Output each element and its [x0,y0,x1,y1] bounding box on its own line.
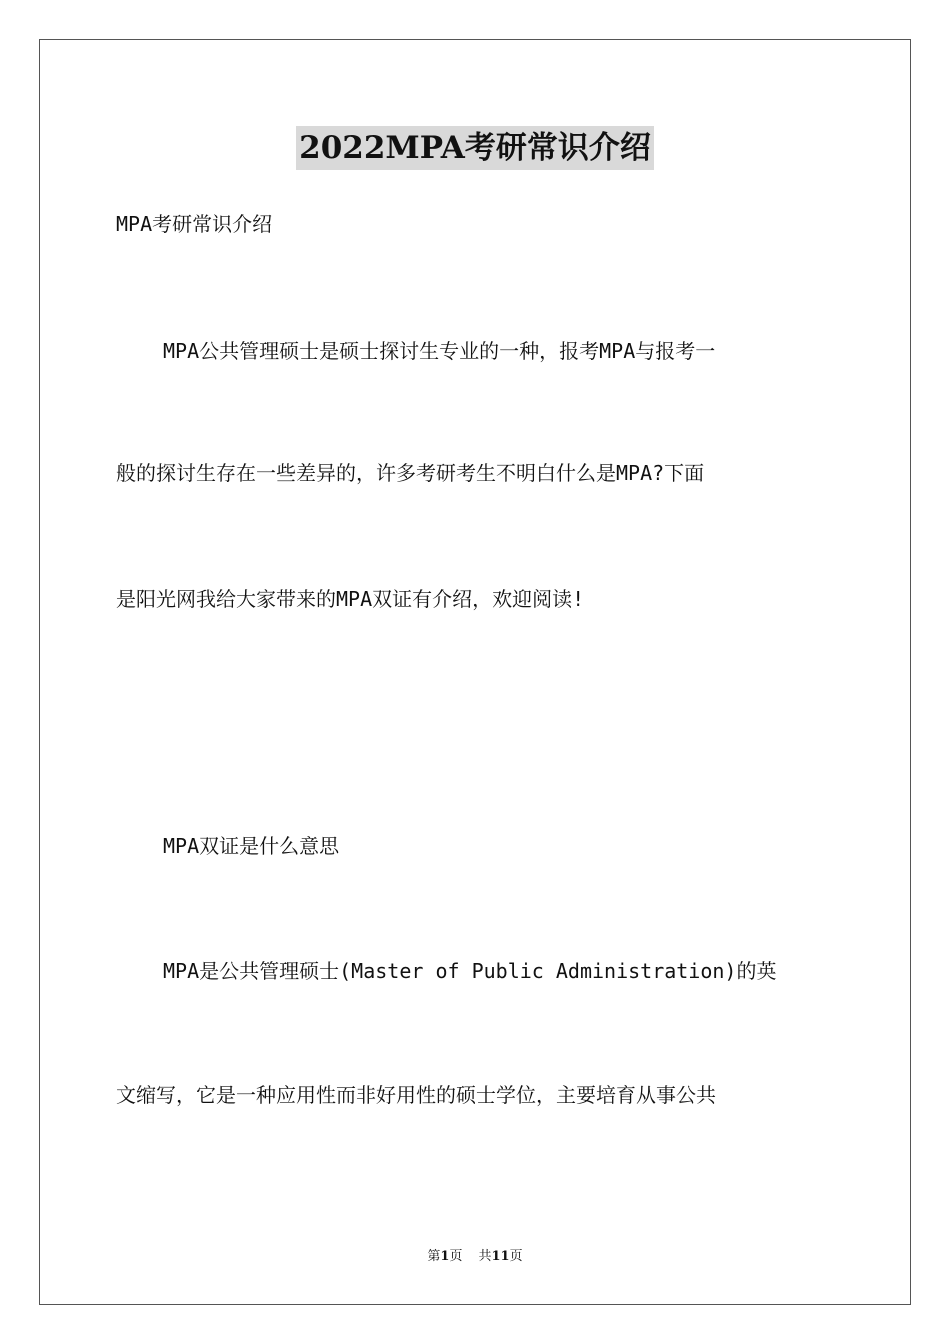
document-title: 2022MPA考研常识介绍 [296,126,654,170]
footer-page-total: 11 [491,1249,510,1264]
section-heading: MPA双证是什么意思 [163,834,340,858]
footer-page-suffix: 页 [449,1249,463,1264]
footer-total-suffix: 页 [509,1249,523,1264]
paragraph-1-line-1: MPA公共管理硕士是硕士探讨生专业的一种，报考MPA与报考一 [163,339,716,363]
paragraph-1-line-3: 是阳光网我给大家带来的MPA双证有介绍，欢迎阅读! [116,587,585,611]
paragraph-2-line-2: 文缩写，它是一种应用性而非好用性的硕士学位，主要培育从事公共 [116,1083,716,1107]
page-footer [0,1248,950,1266]
footer-page-prefix: 第 [427,1249,441,1264]
paragraph-1-line-2: 般的探讨生存在一些差异的，许多考研考生不明白什么是MPA?下面 [116,461,705,485]
paragraph-2-line-1: MPA是公共管理硕士(Master of Public Administration)的英 [163,959,777,983]
footer-total-prefix: 共 [478,1249,492,1264]
footer-page-current: 1 [440,1249,450,1264]
title-container [0,126,950,170]
document-subtitle: MPA考研常识介绍 [116,212,273,236]
